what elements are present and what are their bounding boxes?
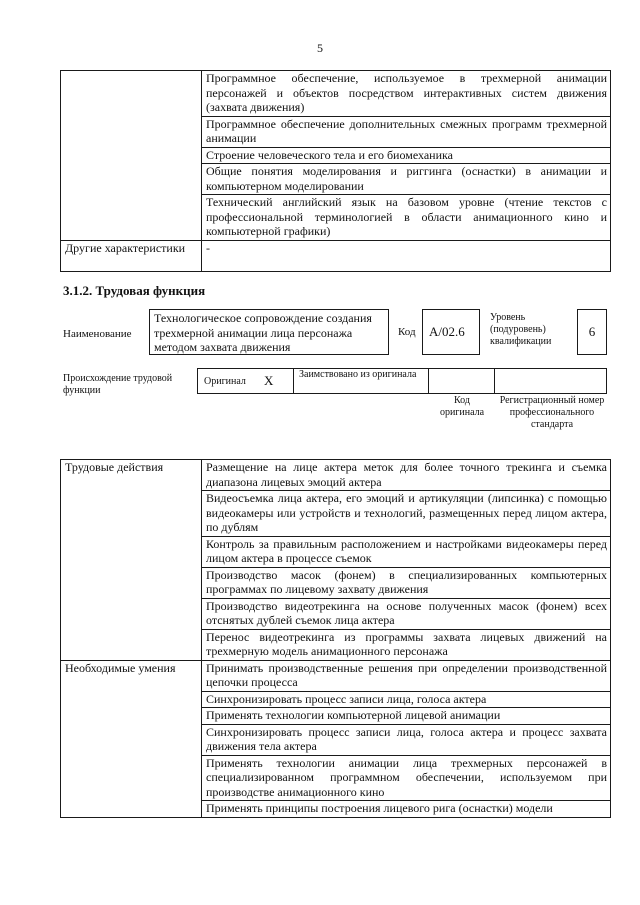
table-cell: Синхронизировать процесс записи лица, голоса актера и процесс захвата движения тела актера: [202, 724, 611, 755]
table-row: [61, 240, 611, 271]
table-cell: Производство видеотрекинга на основе полученных масок (фонем) всех отснятых дублей съемок лица актера: [202, 598, 611, 629]
table-row: [61, 660, 611, 691]
origin-divider: [428, 368, 429, 394]
actions-table: [60, 459, 611, 818]
table-cell: Технический английский язык на базовом уровне (чтение текстов с профессиональной терминологией в области анимационного кино и компьютерной графики): [202, 195, 611, 241]
table-cell: Применять принципы построения лицевого рига (оснастки) модели: [202, 801, 611, 818]
table-cell: Принимать производственные решения при определении производственной цепочки процесса: [202, 660, 611, 691]
table-cell: Производство масок (фонем) в специализированных компьютерных программах по лицевому захвату движения: [202, 567, 611, 598]
knowledge-table: [60, 70, 611, 272]
origin-label: Происхождение трудовой функции: [63, 373, 173, 396]
level-label: Уровень (подуровень) квалификации: [490, 312, 552, 347]
table-cell: Перенос видеотрекинга из программы захвата лицевых движений на трехмерную модель анимационного персонажа: [202, 629, 611, 660]
table-cell: Синхронизировать процесс записи лица, голоса актера: [202, 691, 611, 708]
function-name-box: Технологическое сопровождение создания трехмерной анимации лица персонажа методом захвата движения: [149, 309, 389, 355]
page-number: 5: [317, 41, 323, 55]
table-row: [61, 460, 611, 491]
table-cell: Применять технологии компьютерной лицевой анимации: [202, 708, 611, 725]
table-cell: Общие понятия моделирования и риггинга (оснастки) в анимации и компьютерном моделировании: [202, 164, 611, 195]
original-mark: X: [264, 373, 274, 388]
table-cell: Размещение на лице актера меток для более точного трекинга и съемка диапазона лицевых эмоций актера: [202, 460, 611, 491]
group-title: Трудовые действия: [61, 460, 202, 661]
borrowed-label: Заимствовано из оригинала: [299, 369, 417, 380]
section-title: 3.1.2. Трудовая функция: [63, 283, 206, 298]
group-title: Необходимые умения: [61, 660, 202, 817]
table-label-cell: Другие характеристики: [61, 240, 202, 271]
table-cell: Видеосъемка лица актера, его эмоций и артикуляции (липсинка) с помощью видеокамеры или устройств и технологий, размещенных перед лицом актера, по дублям: [202, 491, 611, 537]
table-cell: -: [202, 240, 611, 271]
reg-number-caption: Регистрационный номер профессионального стандарта: [499, 395, 605, 430]
table-cell: Программное обеспечение, используемое в трехмерной анимации персонажей и объектов посредством интерактивных систем движения (захвата движения): [202, 71, 611, 117]
level-value-box: 6: [577, 309, 607, 355]
origin-divider: [494, 368, 495, 394]
original-label: Оригинал: [204, 376, 246, 387]
code-original-caption: Код оригинала: [439, 395, 485, 418]
table-cell: Применять технологии анимации лица трехмерных персонажей в специализированном программном обеспечении, используемом при производстве анимационного кино: [202, 755, 611, 801]
code-label: Код: [398, 326, 416, 338]
table-cell: Контроль за правильным расположением и настройками видеокамеры перед лицом актера в процессе съемок: [202, 536, 611, 567]
table-cell: Строение человеческого тела и его биомеханика: [202, 147, 611, 164]
name-label: Наименование: [63, 328, 132, 340]
table-cell: Программное обеспечение дополнительных смежных программ трехмерной анимации: [202, 116, 611, 147]
code-value-box: A/02.6: [422, 309, 480, 355]
table-row: [61, 71, 611, 117]
origin-divider: [293, 368, 294, 394]
table-label-cell: [61, 71, 202, 241]
